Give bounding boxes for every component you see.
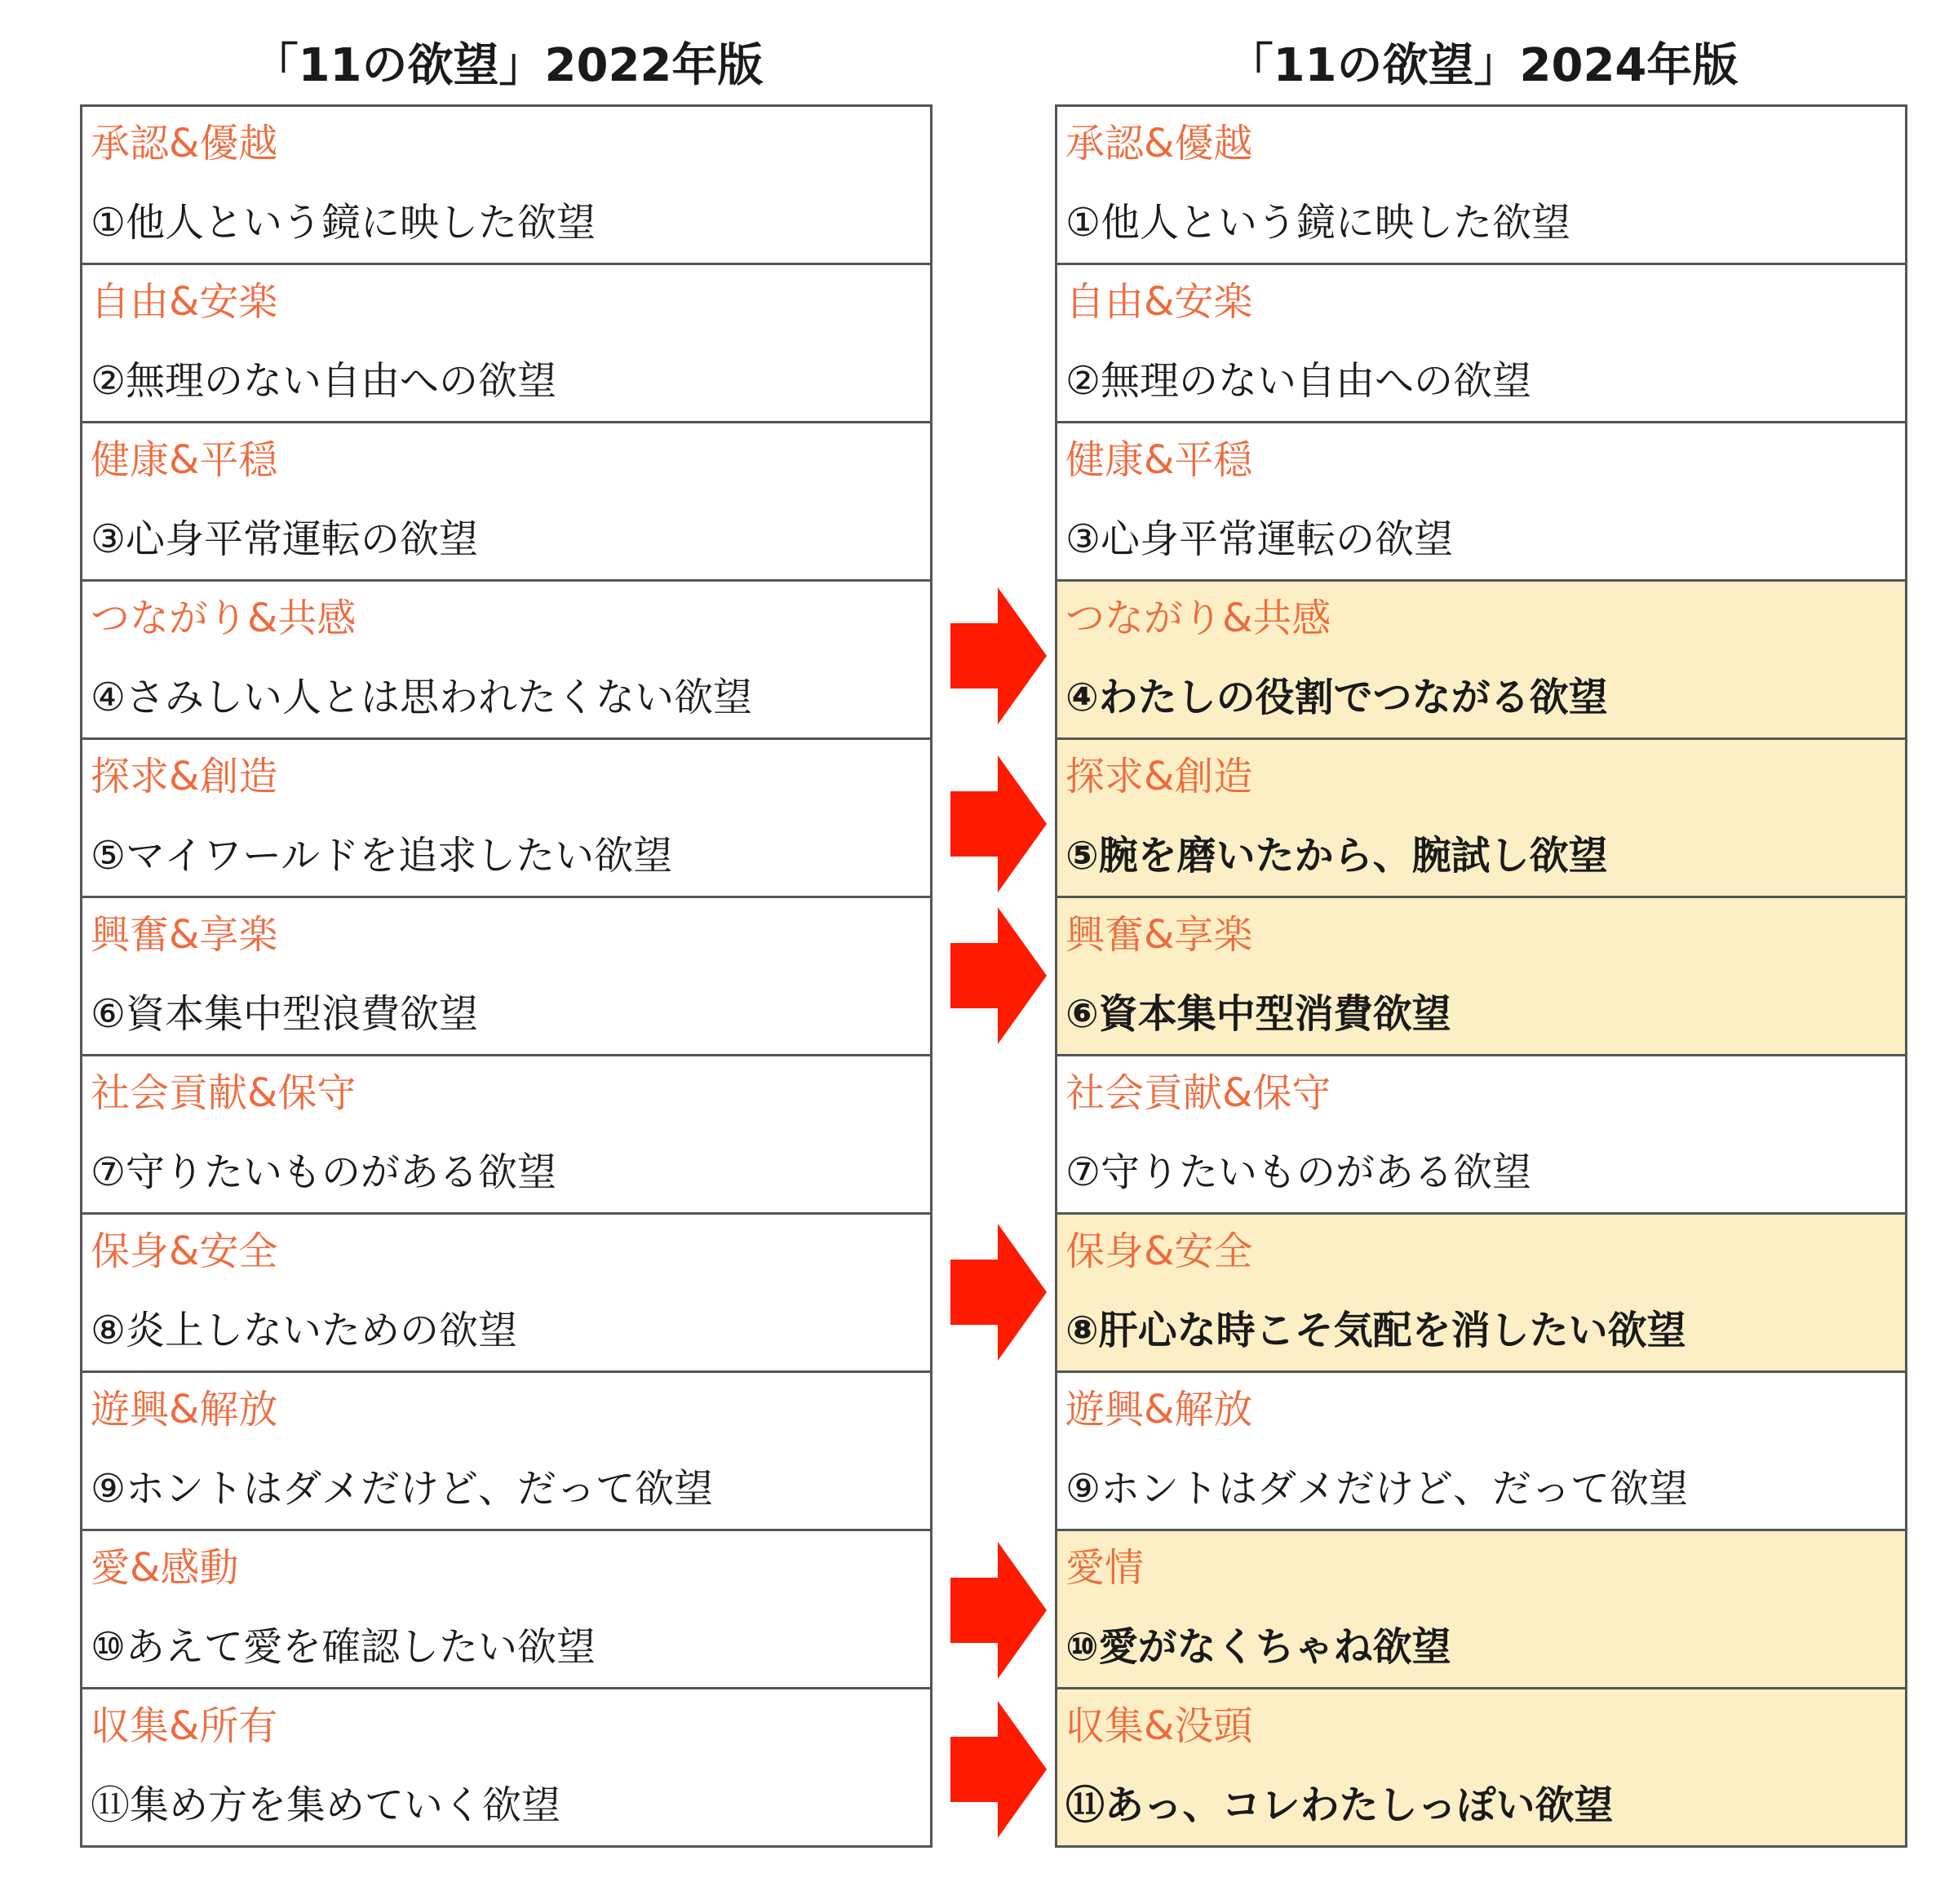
table-row-changed	[1057, 1529, 1905, 1687]
desire-label: ⑤腕を磨いたから、腕試し欲望	[1065, 833, 1608, 879]
category-label: 社会貢献&保守	[91, 1070, 357, 1116]
category-label: 承認&優越	[91, 121, 278, 166]
desire-label: ⑪あっ、コレわたしっぽい欲望	[1065, 1782, 1614, 1828]
desire-label: ②無理のない自由への欲望	[1065, 358, 1532, 404]
table-row	[1057, 1370, 1905, 1529]
desire-label: ⑤マイワールドを追求したい欲望	[91, 833, 673, 879]
table-row	[82, 579, 930, 737]
desire-label: ⑦守りたいものがある欲望	[1065, 1149, 1532, 1195]
category-label: 収集&所有	[91, 1703, 278, 1749]
table-row	[82, 263, 930, 421]
table-row-changed	[1057, 1212, 1905, 1370]
category-label: 社会貢献&保守	[1065, 1070, 1331, 1116]
category-label: 興奮&享楽	[1065, 912, 1253, 958]
table-row	[82, 896, 930, 1054]
category-label: 保身&安全	[91, 1229, 278, 1274]
table-row	[1057, 263, 1905, 421]
category-label: 健康&平穏	[91, 437, 278, 483]
desire-label: ⑥資本集中型消費欲望	[1065, 991, 1451, 1037]
table-row-changed	[1057, 1687, 1905, 1845]
table-2024	[1055, 104, 1907, 1848]
category-label: 承認&優越	[1065, 121, 1253, 166]
desire-label: ①他人という鏡に映した欲望	[91, 200, 596, 246]
desire-label: ⑧炎上しないための欲望	[91, 1308, 518, 1353]
category-label: 愛&感動	[91, 1545, 239, 1591]
category-label: つながり&共感	[91, 596, 357, 641]
arrow-right-icon	[950, 755, 1047, 892]
desire-label: ⑪集め方を集めていく欲望	[91, 1782, 561, 1828]
table-row	[82, 1054, 930, 1212]
desire-label: ⑨ホントはダメだけど、だって欲望	[91, 1466, 714, 1512]
category-label: 興奮&享楽	[91, 912, 278, 958]
title-2024: 「11の欲望」2024年版	[1227, 39, 1739, 92]
desire-label: ⑥資本集中型浪費欲望	[91, 991, 479, 1037]
category-label: 健康&平穏	[1065, 437, 1253, 483]
category-label: 遊興&解放	[1065, 1387, 1253, 1432]
desire-label: ④さみしい人とは思われたくない欲望	[91, 675, 753, 720]
table-row	[82, 1370, 930, 1529]
category-label: 探求&創造	[91, 754, 278, 799]
table-row	[82, 1687, 930, 1845]
desire-label: ①他人という鏡に映した欲望	[1065, 200, 1571, 246]
desire-label: ④わたしの役割でつながる欲望	[1065, 675, 1608, 720]
category-label: つながり&共感	[1065, 596, 1331, 641]
desire-label: ⑧肝心な時こそ気配を消したい欲望	[1065, 1308, 1686, 1353]
arrow-right-icon	[950, 1701, 1047, 1838]
desire-label: ⑩あえて愛を確認したい欲望	[91, 1624, 596, 1670]
desire-label: ③心身平常運転の欲望	[1065, 516, 1454, 562]
table-row	[82, 1212, 930, 1370]
table-row-changed	[1057, 737, 1905, 896]
desire-label: ⑩愛がなくちゃね欲望	[1065, 1624, 1451, 1670]
arrow-right-icon	[950, 1542, 1047, 1679]
table-row	[1057, 1054, 1905, 1212]
category-label: 収集&没頭	[1065, 1703, 1253, 1749]
arrow-right-icon	[950, 587, 1047, 724]
table-row-changed	[1057, 896, 1905, 1054]
category-label: 探求&創造	[1065, 754, 1253, 799]
category-label: 遊興&解放	[91, 1387, 278, 1432]
category-label: 自由&安楽	[91, 279, 278, 325]
table-row-changed	[1057, 579, 1905, 737]
desire-label: ②無理のない自由への欲望	[91, 358, 557, 404]
category-label: 自由&安楽	[1065, 279, 1253, 325]
arrow-right-icon	[950, 907, 1047, 1044]
table-row	[82, 107, 930, 263]
arrow-right-icon	[950, 1224, 1047, 1361]
category-label: 愛情	[1065, 1545, 1145, 1591]
table-row	[82, 1529, 930, 1687]
category-label: 保身&安全	[1065, 1229, 1253, 1274]
table-row	[1057, 107, 1905, 263]
table-2022	[80, 104, 932, 1848]
table-row	[1057, 421, 1905, 579]
title-2022: 「11の欲望」2022年版	[252, 39, 764, 92]
desire-label: ⑨ホントはダメだけど、だって欲望	[1065, 1466, 1689, 1512]
desire-label: ③心身平常運転の欲望	[91, 516, 479, 562]
table-row	[82, 421, 930, 579]
table-row	[82, 737, 930, 896]
desire-label: ⑦守りたいものがある欲望	[91, 1149, 557, 1195]
